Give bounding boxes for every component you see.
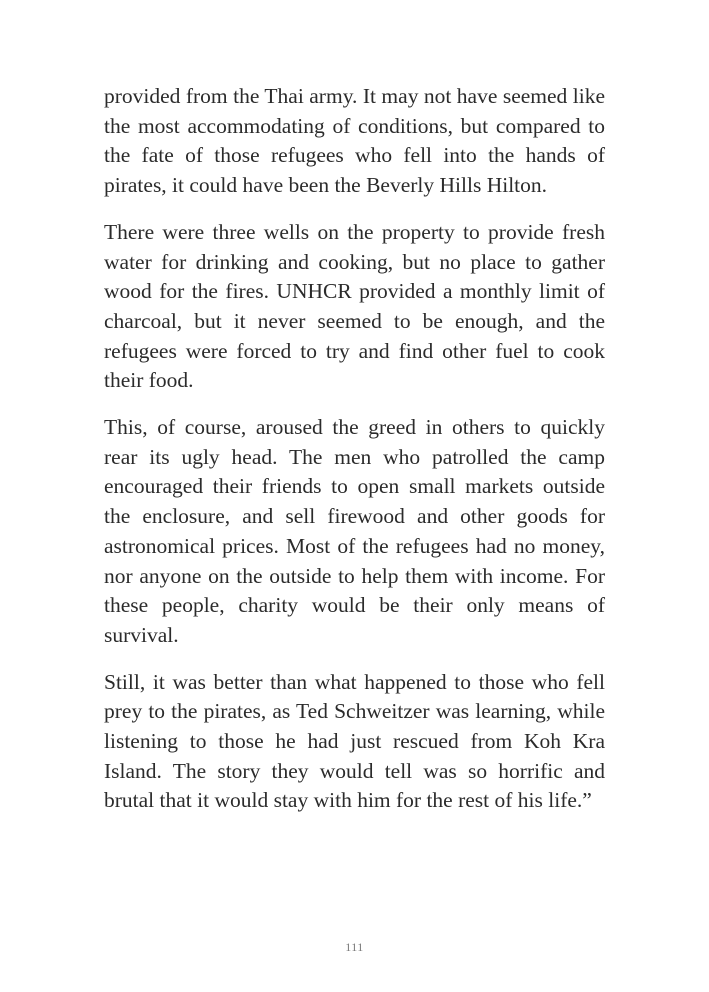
body-text — [104, 82, 605, 833]
paragraph-3: This, of course, aroused the greed in others to quickly rear its ugly head. The men who patrolled the camp encouraged their friends to open small markets outside the enclosure, and sell firewood and other goods for astronomical prices. Most of the refugees had no money, nor anyone on the outside to help them with income. For these people, charity would be their only means of survival. — [104, 415, 605, 647]
paragraph-2: There were three wells on the property to provide fresh water for drinking and cooking, but no place to gather wood for the fires. UNHCR provided a monthly limit of charcoal, but it never seemed to be enough, and the refugees were forced to try and find other fuel to cook their food. — [104, 219, 605, 393]
page-number: 111 — [345, 940, 364, 954]
paragraph-4: Still, it was better than what happened to those who fell prey to the pirates, as Ted Schweitzer was learning, while listening to those he had just rescued from Koh Kra Island. The story they would tell was so horrific and brutal that it would stay with him for the rest of his life.” — [104, 669, 605, 813]
paragraph-1: provided from the Thai army. It may not have seemed like the most accommodating of conditions, but compared to the fate of those refugees who fell into the hands of pirates, it could have been the Beverly Hills Hilton. — [104, 84, 605, 198]
